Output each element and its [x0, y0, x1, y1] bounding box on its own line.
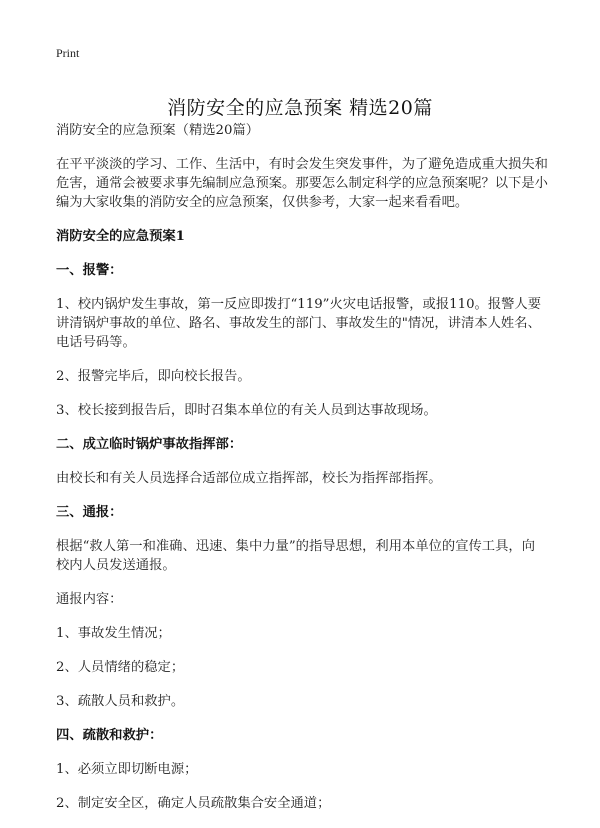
section-heading-notification: 三、通报：	[56, 505, 123, 520]
page-title: 消防安全的应急预案 精选20篇	[167, 96, 433, 119]
plan-title: 消防安全的应急预案1	[56, 229, 185, 244]
section-paragraph: 1、必须立即切断电源；	[56, 762, 198, 777]
section-heading-command-post: 二、成立临时锅炉事故指挥部：	[56, 437, 243, 452]
section-paragraph: 1、校内锅炉发生事故，第一反应即拨打“119”火灾电话报警，或报110。报警人要讲清锅炉事故的单位、路名、事故发生的部门、事故发生的"情况，讲清本人姓名、电话号码等。	[56, 297, 542, 350]
section-paragraph: 通报内容：	[56, 592, 123, 607]
section-heading-report: 一、报警：	[56, 263, 123, 278]
section-paragraph: 1、事故发生情况；	[56, 626, 171, 641]
section-paragraph: 3、校长接到报告后，即时召集本单位的有关人员到达事故现场。	[56, 403, 437, 418]
section-paragraph: 根据“救人第一和准确、迅速、集中力量”的指导思想，利用本单位的宣传工具，向校内人员发送通报。	[56, 539, 535, 573]
section-paragraph: 3、疏散人员和救护。	[56, 694, 185, 709]
section-paragraph: 由校长和有关人员选择合适部位成立指挥部，校长为指挥部指挥。	[56, 471, 442, 486]
print-link[interactable]: Print	[56, 46, 80, 60]
intro-paragraph: 在平平淡淡的学习、工作、生活中，有时会发生突发事件，为了避免造成重大损失和危害，通常会被要求事先编制应急预案。那要怎么制定科学的应急预案呢？以下是小编为大家收集的消防安全的应急预案，仅供参考，大家一起来看看吧。	[56, 157, 548, 210]
section-heading-evacuation: 四、疏散和救护：	[56, 728, 163, 743]
document-subtitle: 消防安全的应急预案（精选20篇）	[56, 123, 260, 138]
document-body	[56, 121, 548, 813]
section-paragraph: 2、报警完毕后，即向校长报告。	[56, 369, 251, 384]
section-paragraph: 2、人员情绪的稳定；	[56, 660, 185, 675]
section-paragraph: 2、制定安全区，确定人员疏散集合安全通道；	[56, 796, 331, 811]
